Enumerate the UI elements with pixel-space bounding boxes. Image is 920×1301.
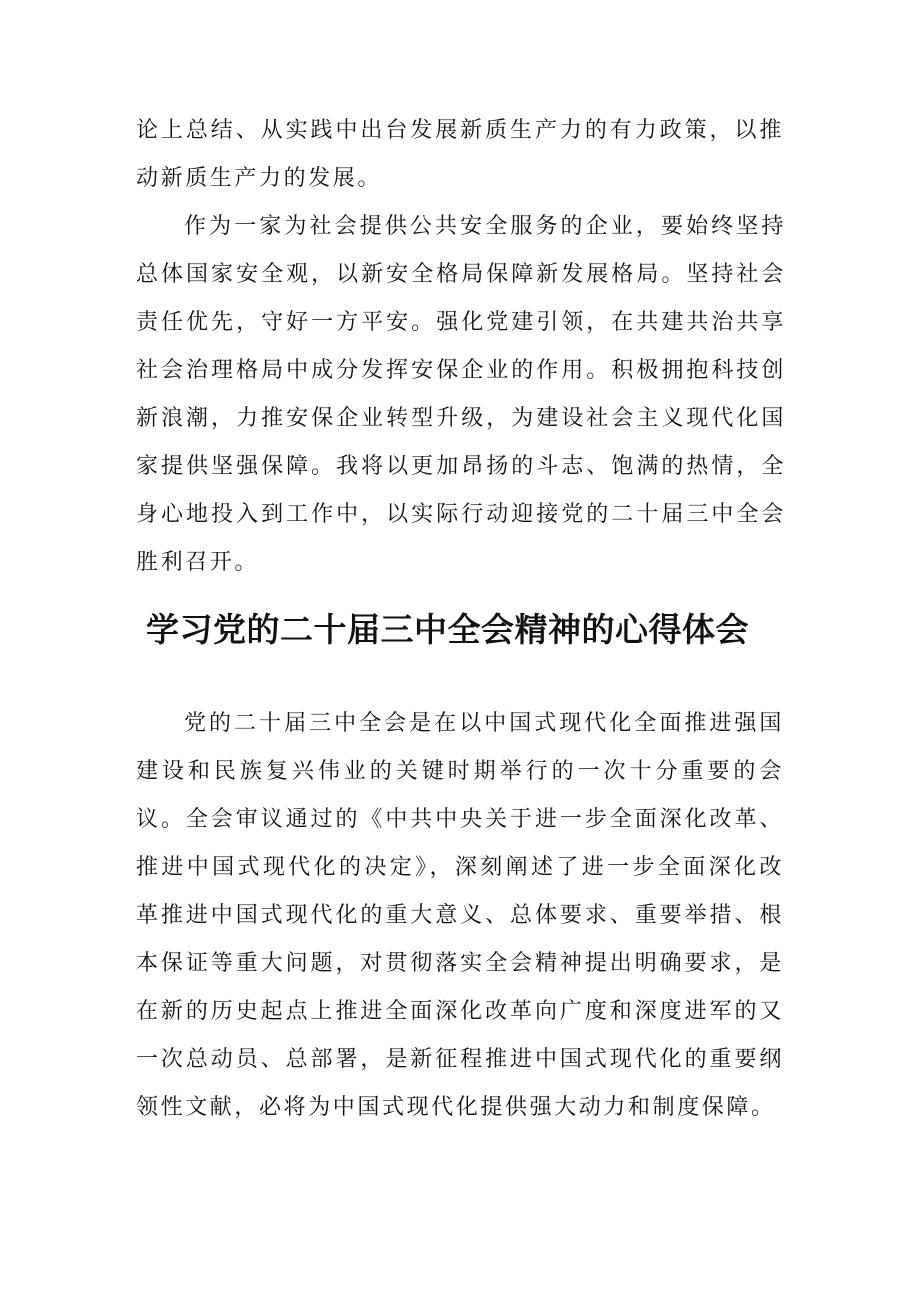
paragraph-plenary-session: 党的二十届三中全会是在以中国式现代化全面推进强国建设和民族复兴伟业的关键时期举行的一次十分重要的会议。全会审议通过的《中共中央关于进一步全面深化改革、推进中国式现代化的决定》，深刻阐述了进一步全面深化改革推进中国式现代化的重大意义、总体要求、重要举措、根本保证等重大问题，对贯彻落实全会精神提出明确要求，是在新的历史起点上推进全面深化改革向广度和深度进军的又一次总动员、总部署，是新征程推进中国式现代化的重要纲领性文献，必将为中国式现代化提供强大动力和制度保障。 [136, 711, 784, 1120]
paragraph-security-enterprise: 作为一家为社会提供公共安全服务的企业，要始终坚持总体国家安全观，以新安全格局保障新发展格局。坚持社会责任优先，守好一方平安。强化党建引领，在共建共治共享社会治理格局中成分发挥安保企业的作用。积极拥抱科技创新浪潮，力推安保企业转型升级，为建设社会主义现代化国家提供坚强保障。我将以更加昂扬的斗志、饱满的热情，全身心地投入到工作中，以实际行动迎接党的二十届三中全会胜利召开。 [136, 214, 786, 575]
section-title: 学习党的二十届三中全会精神的心得体会 [146, 610, 749, 649]
paragraph-continued: 论上总结、从实践中出台发展新质生产力的有力政策，以推动新质生产力的发展。 [136, 118, 784, 191]
